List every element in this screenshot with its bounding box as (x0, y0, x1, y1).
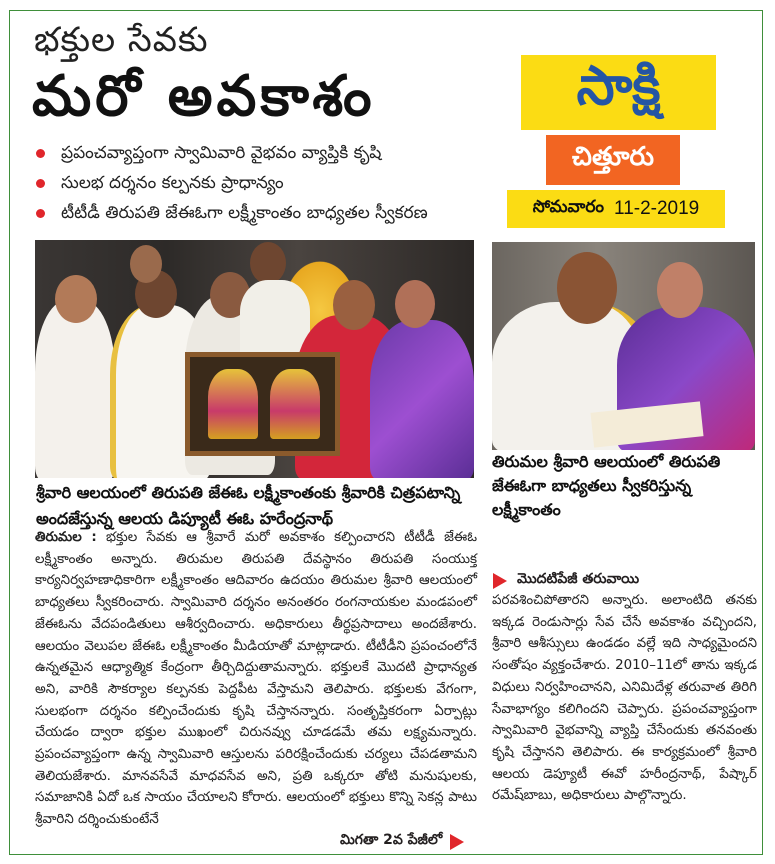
play-arrow-icon (450, 834, 464, 850)
dateline-bar (507, 190, 725, 228)
publish-date: 11-2-2019 (614, 198, 700, 219)
bullet-dot-icon (36, 209, 45, 218)
article-body-continuation: పరవశించిపోతారని అన్నారు. అలాంటిది తనకు ఇక్కడ రెండుసార్లు సేవ చేసే అవకాశం వచ్చిందని, శ్రీవారి ఆశీస్సులు ఉండడం వల్లే ఇది సాధ్యమైందని సంతోషం వ్యక్తంచేశారు. 2010–11లో తాను ఇక్కడ విధులు నిర్వహించానని, ఎనిమిదేళ్ల తరువాత తిరిగి సేవాభాగ్యం కలిగిందని చెప్పారు. ప్రపంచవ్యాప్తంగా స్వామివారి వైభవాన్ని వ్యాప్తి చేసేందుకు తనవంతు కృషి చేస్తానని తెలిపారు. ఈ కార్యక్రమంలో శ్రీవారి ఆలయ డెప్యూటీ ఈవో హరీంద్రనాథ్, పేష్కార్ రమేష్‌బాబు, అధికారులు పాల్గొన్నారు. (492, 593, 757, 804)
body-text: భక్తుల సేవకు ఆ శ్రీవారే మరో అవకాశం కల్పించారని టీటీడీ జేఈఓ లక్ష్మీకాంతం అన్నారు. తిరుమల తిరుపతి దేవస్థానం తిరుపతి సంయుక్త కార్యనిర్వహణాధికారిగా లక్ష్మీకాంతం ఆదివారం ఉదయం తిరుమల శ్రీవారి ఆలయంలో బాధ్యతలు స్వీకరించారు. స్వామివారి దర్శనం అనంతరం రంగనాయకుల మండపంలో జేఈఓను వేదపండితులు ఆశీర్వదించారు. అధికారులు తీర్థప్రసాదాలు అందజేశారు. ఆలయం వెలుపల జేఈఓ లక్ష్మీకాంతం మీడియాతో మాట్లాడారు. టీటీడీని ప్రపంచంలోనే ఉన్నతమైన ఆధ్యాత్మిక కేంద్రంగా తీర్చిదిద్దుతామన్నారు. భక్తులకే మొదటి ప్రాధాన్యత అని, వారికి సౌకర్యాల కల్పనకు పెద్దపీట వేస్తామని తెలిపారు. భక్తులకు వేగంగా, సులభంగా దర్శనం కల్పించేందుకు కృషి చేస్తానన్నారు. సంతృప్తికరంగా ఏర్పాట్లు చేయడం ద్వారా భక్తుల ముఖంలో చిరునవ్వు చూడడమే తమ లక్ష్యమన్నారు. ప్రపంచవ్యాప్తంగా ఉన్న స్వామివారి ఆస్తులను పరిరక్షించేందుకు చర్యలు చేపడతామని తెలియజేశారు. మానవసేవే మాధవసేవ అని, ప్రతి ఒక్కరూ తోటి మనుషులకు, సమాజానికి ఏదో ఒక సాయం చేయాలని కోరారు. ఆలయంలో భక్తులు కొన్ని సెకన్ల పాటు శ్రీవారిని దర్శించుకుంటేనే (35, 530, 477, 828)
bullet-dot-icon (36, 149, 45, 158)
play-arrow-icon (493, 573, 507, 589)
weekday: సోమవారం (532, 197, 605, 217)
framed-deity-picture (185, 352, 340, 456)
main-photo (35, 240, 474, 478)
continued-from-page-1: మొదటిపేజీ తరువాయి (493, 571, 639, 590)
bullet-dot-icon (36, 179, 45, 188)
continued-on-page-2: మిగతా 2వ పేజీలో (340, 832, 464, 851)
newspaper-logo: సాక్షి (521, 55, 716, 130)
dateline-place: తిరుమల : (35, 530, 97, 545)
person-figure (370, 320, 474, 478)
highlight-item: ప్రపంచవ్యాప్తంగా స్వామివారి వైభవం వ్యాప్తికి కృషి (36, 138, 428, 168)
main-photo-caption: శ్రీవారి ఆలయంలో తిరుపతి జేఈఓ లక్ష్మీకాంతంకు శ్రీవారికి చిత్రపటాన్ని అందజేస్తున్న ఆలయ డిప్యూటీ ఈఓ హరేంద్రనాథ్ (36, 483, 461, 528)
person-figure (35, 300, 115, 478)
kicker-headline: భక్తుల సేవకు (34, 20, 209, 60)
side-photo (492, 242, 755, 450)
side-photo-caption: తిరుమల శ్రీవారి ఆలయంలో తిరుపతి జేఈఓగా బాధ్యతలు స్వీకరిస్తున్న లక్ష్మీకాంతం (492, 452, 721, 519)
highlights-list (36, 138, 428, 228)
highlight-item: టీటీడీ తిరుపతి జేఈఓగా లక్ష్మీకాంతం బాధ్యతల స్వీకరణ (36, 198, 428, 228)
edition-badge: చిత్తూరు (546, 135, 680, 185)
main-headline: మరో అవకాశం (32, 64, 376, 129)
article-body-main (35, 527, 477, 831)
highlight-item: సులభ దర్శనం కల్పనకు ప్రాధాన్యం (36, 168, 428, 198)
